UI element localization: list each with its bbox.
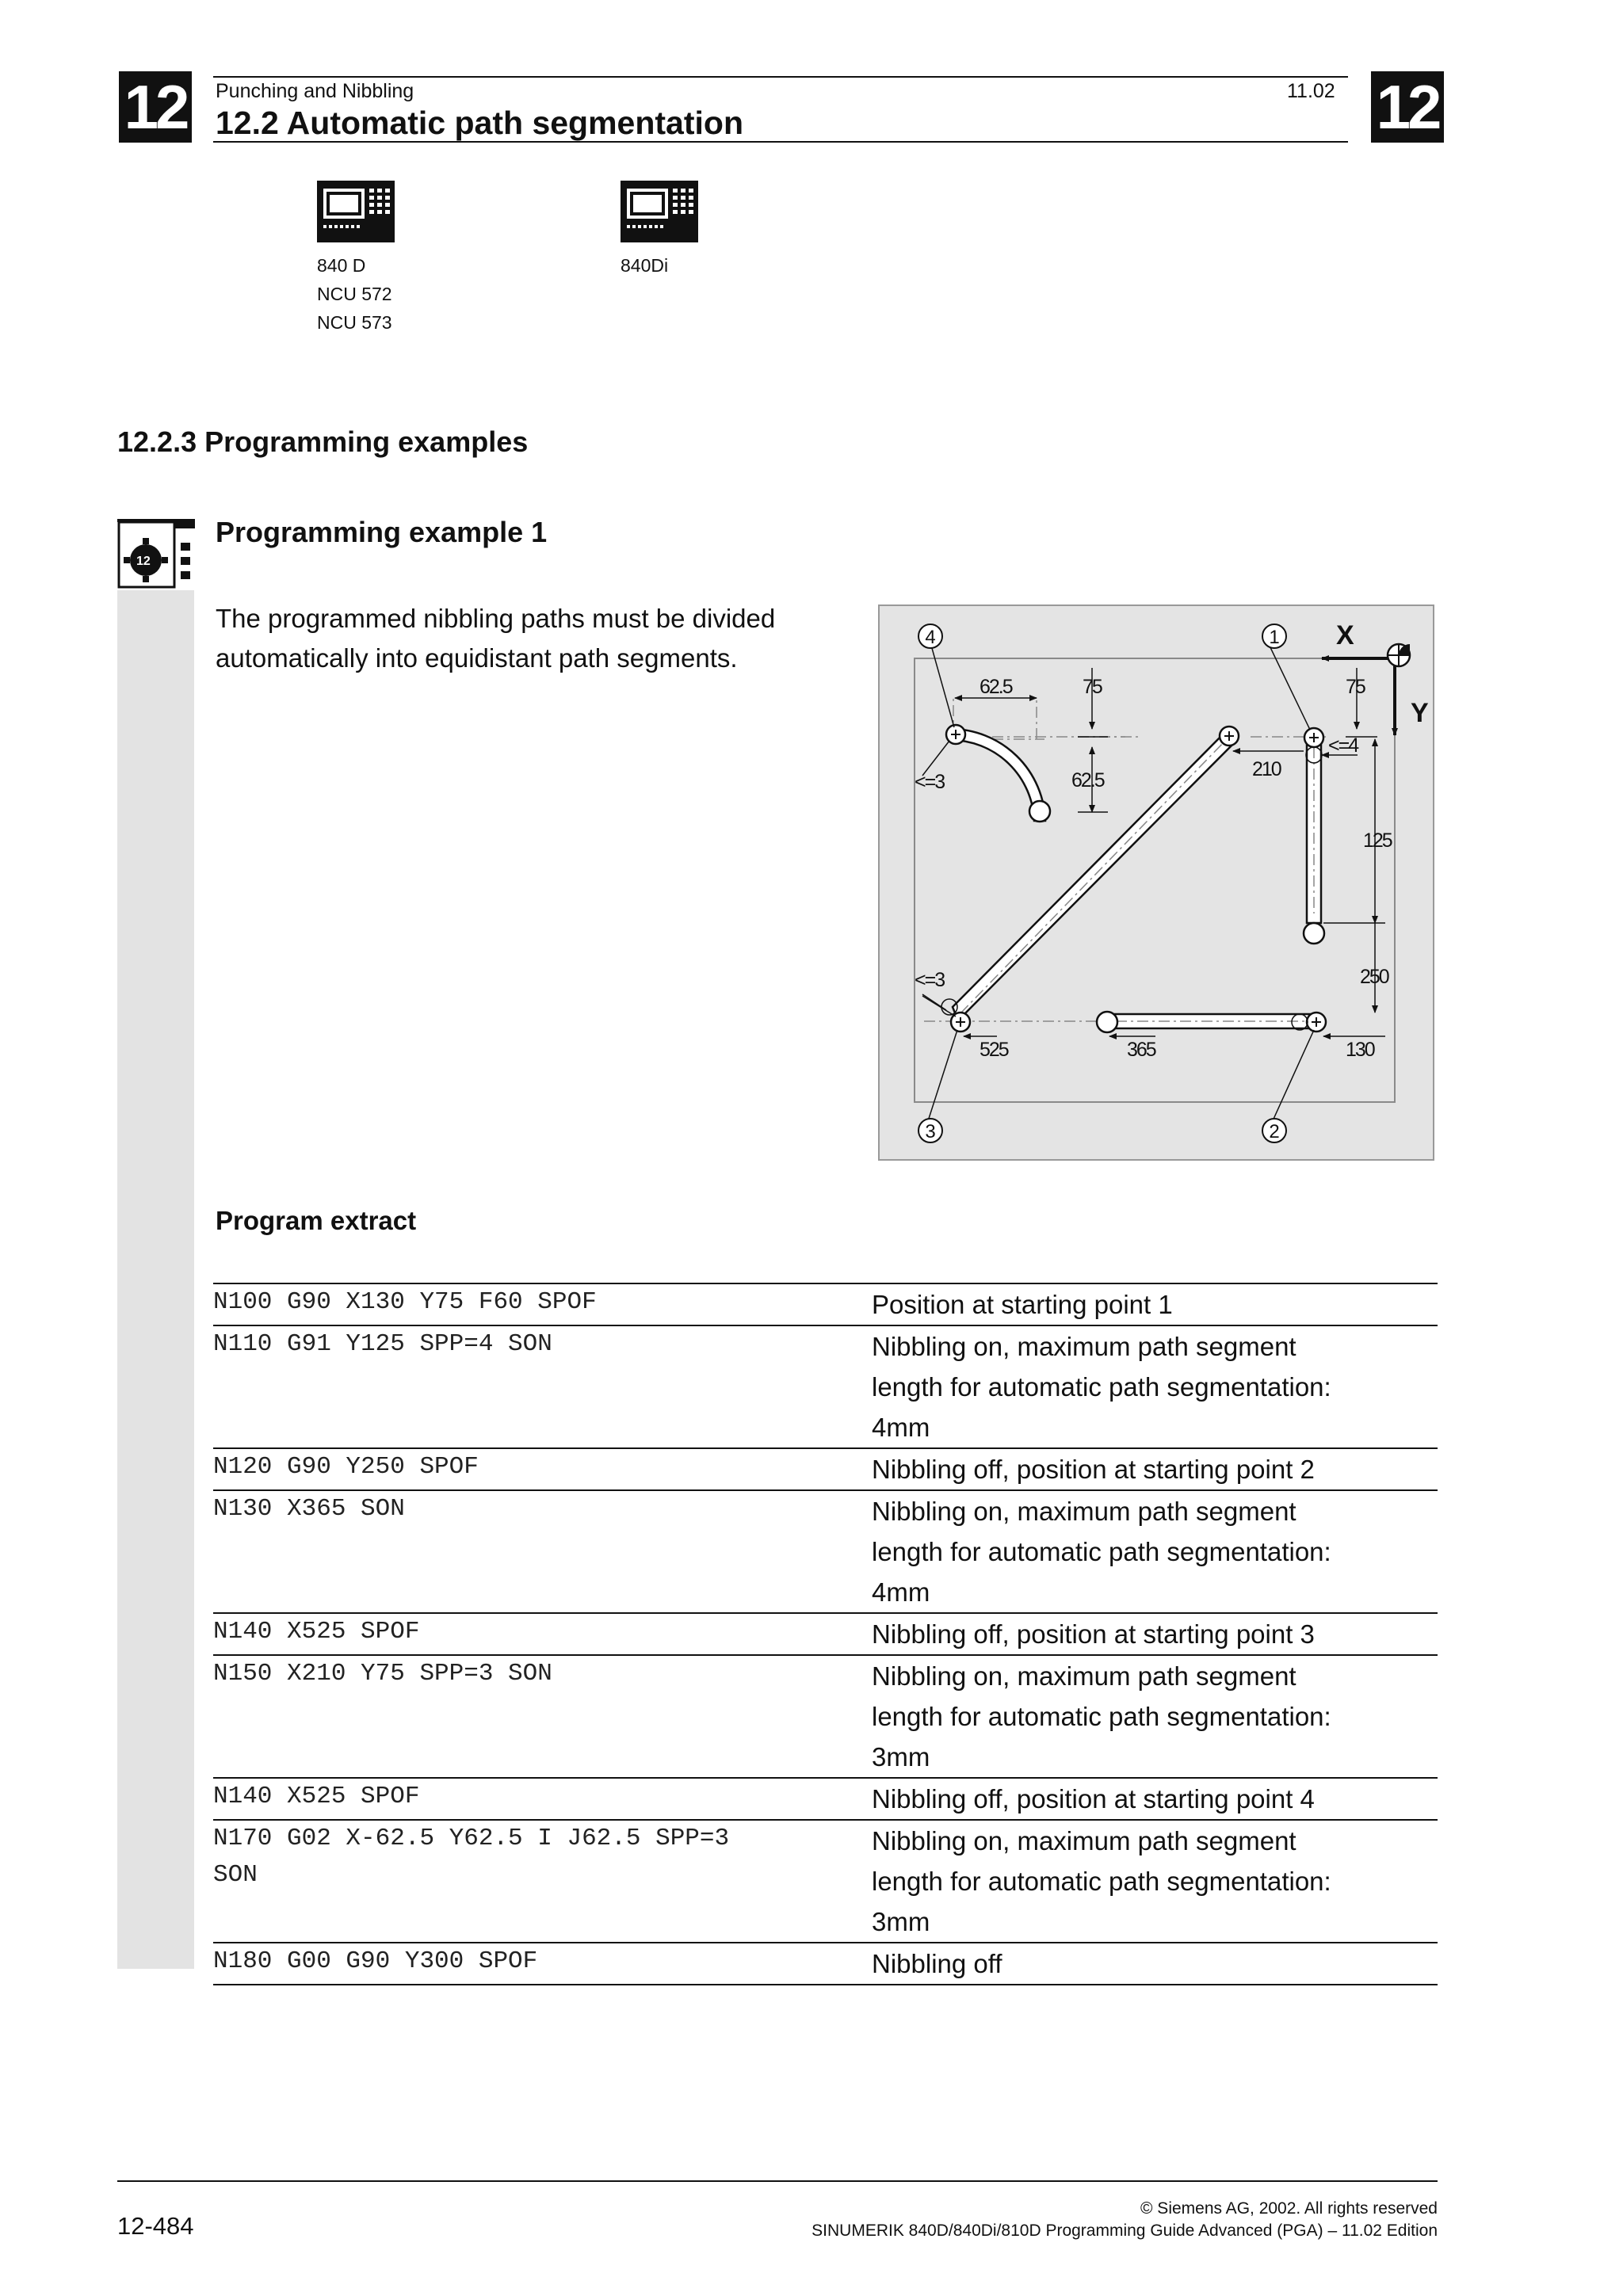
table-row [213, 1325, 1438, 1448]
desc-line: Nibbling on, maximum path segment [872, 1661, 1296, 1691]
example-intro-line-1: The programmed nibbling paths must be divided [216, 604, 776, 633]
page-title: 12.2 Automatic path segmentation [216, 105, 743, 141]
desc-line: Nibbling off, position at starting point 3 [872, 1619, 1315, 1649]
dim-365: 365 [1127, 1039, 1155, 1061]
dim-62-5-mid: 62.5 [1071, 769, 1104, 791]
desc-line: length for automatic path segmentation: [872, 1867, 1331, 1896]
code-line: N130 X365 SON [213, 1495, 405, 1523]
axis-x-label: X [1336, 620, 1354, 650]
header-bottom-rule [213, 141, 1348, 143]
dim-75-right: 75 [1346, 676, 1365, 698]
nibbling-drawing [878, 605, 1434, 1165]
axis-y-label: Y [1411, 698, 1429, 728]
program-heading: Program extract [216, 1206, 417, 1235]
example-intro-line-2: automatically into equidistant path segments. [216, 643, 738, 673]
desc-line: Position at starting point 1 [872, 1290, 1173, 1319]
header-edition: 11.02 [1287, 80, 1335, 102]
code-line: N180 G00 G90 Y300 SPOF [213, 1947, 538, 1975]
footer-copyright: © Siemens AG, 2002. All rights reserved [1140, 2199, 1438, 2218]
page-number: 12-484 [117, 2212, 194, 2240]
dim-130: 130 [1346, 1039, 1374, 1061]
dim-le3-top: <=3 [915, 771, 945, 793]
header-top-rule [213, 76, 1348, 78]
desc-line: 3mm [872, 1742, 930, 1772]
desc-line: length for automatic path segmentation: [872, 1537, 1331, 1566]
desc-line: Nibbling on, maximum path segment [872, 1332, 1296, 1361]
code-line: N140 X525 SPOF [213, 1783, 420, 1810]
desc-line: Nibbling off, position at starting point 2 [872, 1455, 1315, 1484]
desc-line: Nibbling on, maximum path segment [872, 1826, 1296, 1855]
desc-line: 3mm [872, 1907, 930, 1936]
chapter-number-right: 12 [1376, 72, 1439, 142]
table-row [213, 1490, 1438, 1613]
desc-line: 4mm [872, 1413, 930, 1442]
dim-le3-bottom: <=3 [915, 969, 945, 991]
example-title: Programming example 1 [216, 516, 548, 548]
footer-doc-title: SINUMERIK 840D/840Di/810D Programming Guide Advanced (PGA) – 11.02 Edition [812, 2222, 1438, 2240]
desc-line: Nibbling on, maximum path segment [872, 1497, 1296, 1526]
chapter-badge-right [1371, 71, 1444, 143]
table-row [213, 1613, 1438, 1655]
desc-line: 4mm [872, 1577, 930, 1607]
table-row [213, 1655, 1438, 1778]
table-row [213, 1943, 1438, 1985]
control-840di [621, 181, 698, 280]
table-row [213, 1448, 1438, 1490]
desc-line: length for automatic path segmentation: [872, 1702, 1331, 1731]
code-line: N150 X210 Y75 SPP=3 SON [213, 1660, 552, 1688]
dim-210: 210 [1252, 758, 1281, 780]
example-icon [117, 519, 195, 594]
code-line: N110 G91 Y125 SPP=4 SON [213, 1330, 552, 1358]
control-label-1: 840 D [317, 255, 366, 276]
point-label-1: 1 [1269, 627, 1280, 648]
table-row [213, 1283, 1438, 1325]
desc-line: Nibbling off [872, 1949, 1002, 1978]
example-intro [216, 599, 775, 678]
header-category: Punching and Nibbling [216, 80, 414, 102]
chapter-badge-left [119, 71, 192, 143]
control-840d [317, 181, 395, 337]
control-label-3: NCU 573 [317, 312, 392, 333]
footer-rule [117, 2180, 1438, 2182]
table-row [213, 1820, 1438, 1943]
desc-line: Nibbling off, position at starting point 4 [872, 1784, 1315, 1814]
chapter-number-left: 12 [124, 72, 187, 142]
point-label-2: 2 [1269, 1121, 1280, 1142]
dim-250: 250 [1360, 966, 1388, 988]
code-line: N140 X525 SPOF [213, 1618, 420, 1646]
section-heading: 12.2.3 Programming examples [117, 425, 529, 458]
code-line: SON [213, 1861, 258, 1889]
svg-text:12: 12 [136, 555, 151, 568]
code-line: N120 G90 Y250 SPOF [213, 1453, 479, 1481]
margin-sidebar [117, 590, 194, 1969]
dim-62-5-top: 62.5 [980, 676, 1012, 698]
code-line: N100 G90 X130 Y75 F60 SPOF [213, 1288, 597, 1316]
point-label-3: 3 [925, 1121, 936, 1142]
dim-125: 125 [1363, 830, 1392, 852]
dim-525: 525 [980, 1039, 1008, 1061]
table-row [213, 1778, 1438, 1820]
dim-le4: <=4 [1328, 734, 1358, 757]
control-label-2: NCU 572 [317, 284, 392, 304]
code-line: N170 G02 X-62.5 Y62.5 I J62.5 SPP=3 [213, 1825, 730, 1852]
program-table [213, 1283, 1438, 1985]
dim-75-left: 75 [1083, 676, 1102, 698]
control-panel-icon [621, 181, 698, 242]
control-panel-icon [317, 181, 395, 242]
control-label-840di: 840Di [621, 255, 669, 276]
point-label-4: 4 [925, 627, 936, 648]
desc-line: length for automatic path segmentation: [872, 1372, 1331, 1402]
